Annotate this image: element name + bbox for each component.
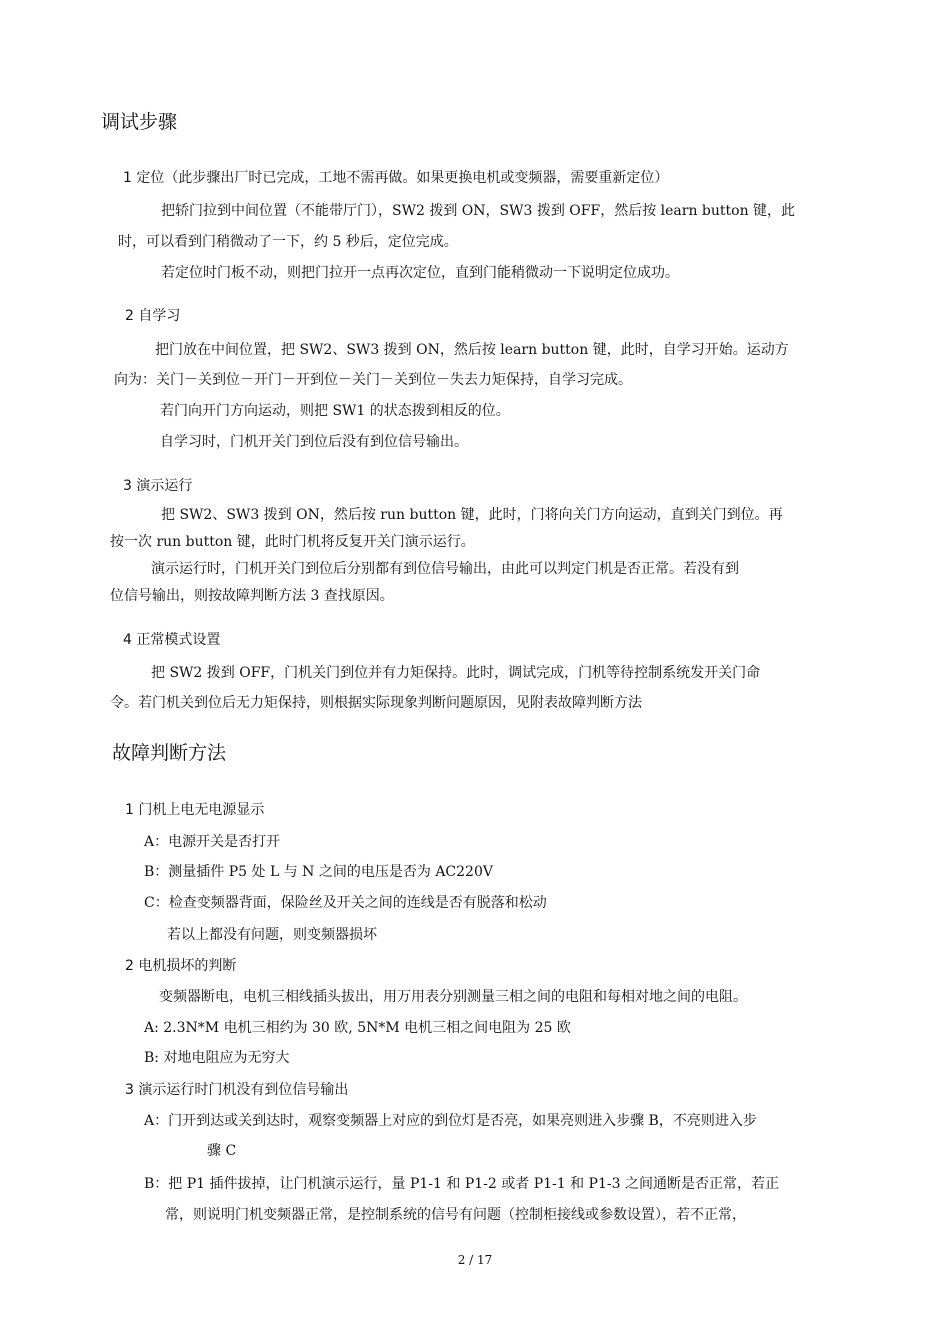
fault-1-line-a: A：电源开关是否打开 xyxy=(144,834,281,850)
step-heading-4: 4 正常模式设置 xyxy=(123,632,221,648)
fault-2-line-a: A: 2.3N*M 电机三相约为 30 欧, 5N*M 电机三相之间电阻为 25 欧 xyxy=(144,1020,571,1036)
fault-heading-2: 2 电机损坏的判断 xyxy=(125,958,237,974)
step-heading-3: 3 演示运行 xyxy=(123,478,193,494)
page-number: 2 / 17 xyxy=(457,1253,493,1267)
fault-heading-1: 1 门机上电无电源显示 xyxy=(125,802,265,818)
step-3-line-1: 把 SW2、SW3 拨到 ON，然后按 run button 键，此时，门将向关门方向运动，直到关门到位。再 xyxy=(161,507,783,523)
fault-heading-3: 3 演示运行时门机没有到位信号输出 xyxy=(125,1082,349,1098)
fault-1-line-b: B：测量插件 P5 处 L 与 N 之间的电压是否为 AC220V xyxy=(144,864,493,880)
step-2-line-3: 若门向开门方向运动，则把 SW1 的状态拨到相反的位。 xyxy=(160,403,510,419)
step-heading-1: 1 定位（此步骤出厂时已完成，工地不需再做。如果更换电机或变频器，需要重新定位） xyxy=(123,170,669,186)
fault-3-line-b-cont: 常，则说明门机变频器正常，是控制系统的信号有问题（控制柜接线或参数设置），若不正常， xyxy=(165,1207,746,1223)
fault-2-line-b: B: 对地电阻应为无穷大 xyxy=(144,1050,290,1066)
section-title-debug: 调试步骤 xyxy=(101,111,178,133)
fault-2-line-1: 变频器断电，电机三相线插头拔出，用万用表分别测量三相之间的电阻和每相对地之间的电阻。 xyxy=(159,989,747,1005)
fault-3-line-b: B：把 P1 插件拔掉，让门机演示运行，量 P1-1 和 P1-2 或者 P1-1 和 P1-3 之间通断是否正常，若正 xyxy=(144,1176,779,1192)
step-1-line-2: 时，可以看到门稍微动了一下，约 5 秒后，定位完成。 xyxy=(118,234,458,250)
step-3-line-3: 演示运行时，门机开关门到位后分别都有到位信号输出，由此可以判定门机是否正常。若没有到 xyxy=(151,561,739,577)
step-4-line-2: 令。若门机关到位后无力矩保持，则根据实际现象判断问题原因，见附表故障判断方法 xyxy=(110,695,642,711)
step-3-line-4: 位信号输出，则按故障判断方法 3 查找原因。 xyxy=(110,588,394,604)
section-title-fault: 故障判断方法 xyxy=(112,742,227,764)
step-4-line-1: 把 SW2 拨到 OFF，门机关门到位并有力矩保持。此时，调试完成，门机等待控制系统发开关门命 xyxy=(151,665,761,681)
step-1-line-3: 若定位时门板不动，则把门拉开一点再次定位，直到门能稍微动一下说明定位成功。 xyxy=(161,265,679,281)
step-2-line-1: 把门放在中间位置，把 SW2、SW3 拨到 ON，然后按 learn button 键，此时，自学习开始。运动方 xyxy=(155,342,789,358)
step-2-line-2: 向为：关门－关到位－开门－开到位－关门－关到位－失去力矩保持，自学习完成。 xyxy=(114,372,632,388)
step-3-line-2: 按一次 run button 键，此时门机将反复开关门演示运行。 xyxy=(110,534,475,550)
fault-1-line-c: C：检查变频器背面，保险丝及开关之间的连线是否有脱落和松动 xyxy=(144,895,547,911)
step-1-line-1: 把轿门拉到中间位置（不能带厅门），SW2 拨到 ON，SW3 拨到 OFF，然后按 learn button 键，此 xyxy=(161,203,796,219)
step-2-line-4: 自学习时，门机开关门到位后没有到位信号输出。 xyxy=(160,434,468,450)
fault-3-line-a: A：门开到达或关到达时，观察变频器上对应的到位灯是否亮，如果亮则进入步骤 B，不亮则进入步 xyxy=(144,1113,757,1129)
step-heading-2: 2 自学习 xyxy=(125,308,181,324)
fault-3-line-a-cont: 骤 C xyxy=(207,1143,237,1159)
fault-1-line-conclusion: 若以上都没有问题，则变频器损坏 xyxy=(167,927,377,943)
